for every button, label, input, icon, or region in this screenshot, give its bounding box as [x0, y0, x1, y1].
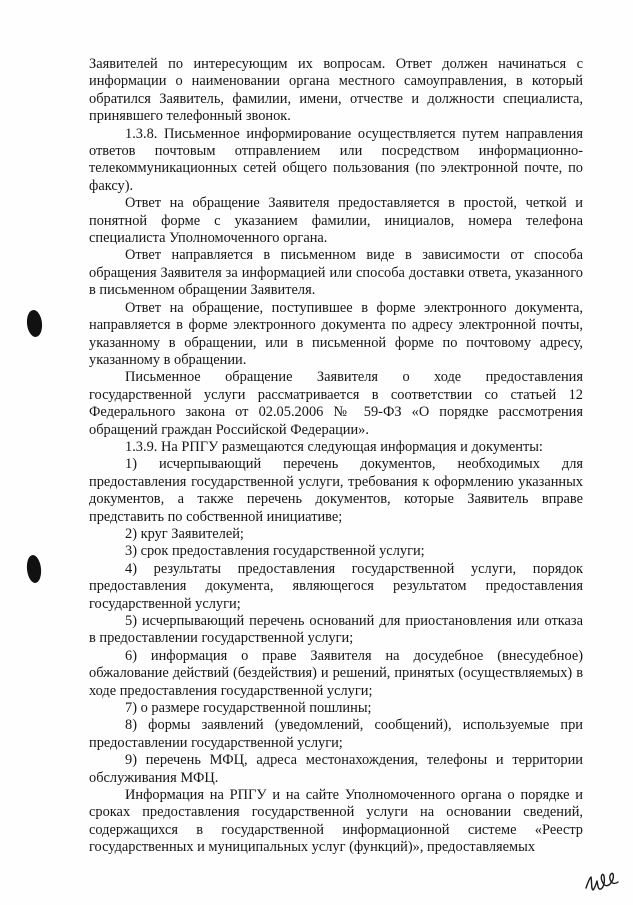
paragraph-1: Заявителей по интересующим их вопросам. Ответ должен начинаться с информации о наименовании органа местного самоуправления, в который обратился Заявитель, фамилии, имени, отчестве и должности специалиста, принявшего телефонный звонок. [89, 56, 583, 125]
list-item-9: 9) перечень МФЦ, адреса местонахождения, телефоны и территории обслуживания МФЦ. [89, 752, 583, 786]
paragraph-final: Информация на РПГУ и на сайте Уполномоченного органа о порядке и сроках предоставления государственной услуги на основании сведений, содержащихся в государственной информационной системе «Реестр государственных и муниципальных услуг (функций)», предоставляемых [89, 787, 583, 856]
paragraph-3: Ответ на обращение Заявителя предоставляется в простой, четкой и понятной форме с указанием фамилии, инициалов, номера телефона специалиста Уполномоченного органа. [89, 195, 583, 247]
list-item-5: 5) исчерпывающий перечень оснований для приостановления или отказа в предоставлении государственной услуги; [89, 613, 583, 647]
list-item-1: 1) исчерпывающий перечень документов, необходимых для предоставления государственной услуги, требования к оформлению указанных документов, а также перечень документов, которые Заявитель вправе представить по собственной инициативе; [89, 456, 583, 525]
list-item-8: 8) формы заявлений (уведомлений, сообщений), используемые при предоставлении государственной услуги; [89, 717, 583, 751]
paragraph-6: Письменное обращение Заявителя о ходе предоставления государственной услуги рассматривается в соответствии со статьей 12 Федерального закона от 02.05.2006 № 59-ФЗ «О порядке рассмотрения обращений граждан Российской Федерации». [89, 369, 583, 438]
paragraph-2: 1.3.8. Письменное информирование осуществляется путем направления ответов почтовым отправлением или посредством информационно-телекоммуникационных сетей общего пользования (по электронной почте, по факсу). [89, 125, 583, 194]
paragraph-7: 1.3.9. На РПГУ размещаются следующая информация и документы: [125, 438, 543, 455]
list-item-2: 2) круг Заявителей; [125, 525, 244, 542]
document-body [89, 56, 583, 857]
list-item-3: 3) срок предоставления государственной услуги; [125, 543, 425, 560]
hole-punch-mark-bottom [26, 554, 43, 583]
list-item-7: 7) о размере государственной пошлины; [125, 700, 372, 717]
paragraph-5: Ответ на обращение, поступившее в форме электронного документа, направляется в форме электронного документа по адресу электронной почты, указанному в обращении, или в письменной форме по почтовому адресу, указанному в обращении. [89, 299, 583, 368]
list-item-6: 6) информация о праве Заявителя на досудебное (внесудебное) обжалование действий (бездействия) и решений, принятых (осуществляемых) в ходе предоставления государственной услуги; [89, 647, 583, 699]
list-item-4: 4) результаты предоставления государственной услуги, порядок предоставления документа, являющегося результатом предоставления государственной услуги; [89, 560, 583, 612]
hole-punch-mark-top [26, 309, 44, 337]
paragraph-4: Ответ направляется в письменном виде в зависимости от способа обращения Заявителя за информацией или способа доставки ответа, указанного в письменном обращении Заявителя. [89, 247, 583, 299]
handwritten-initials-signature [583, 868, 623, 898]
